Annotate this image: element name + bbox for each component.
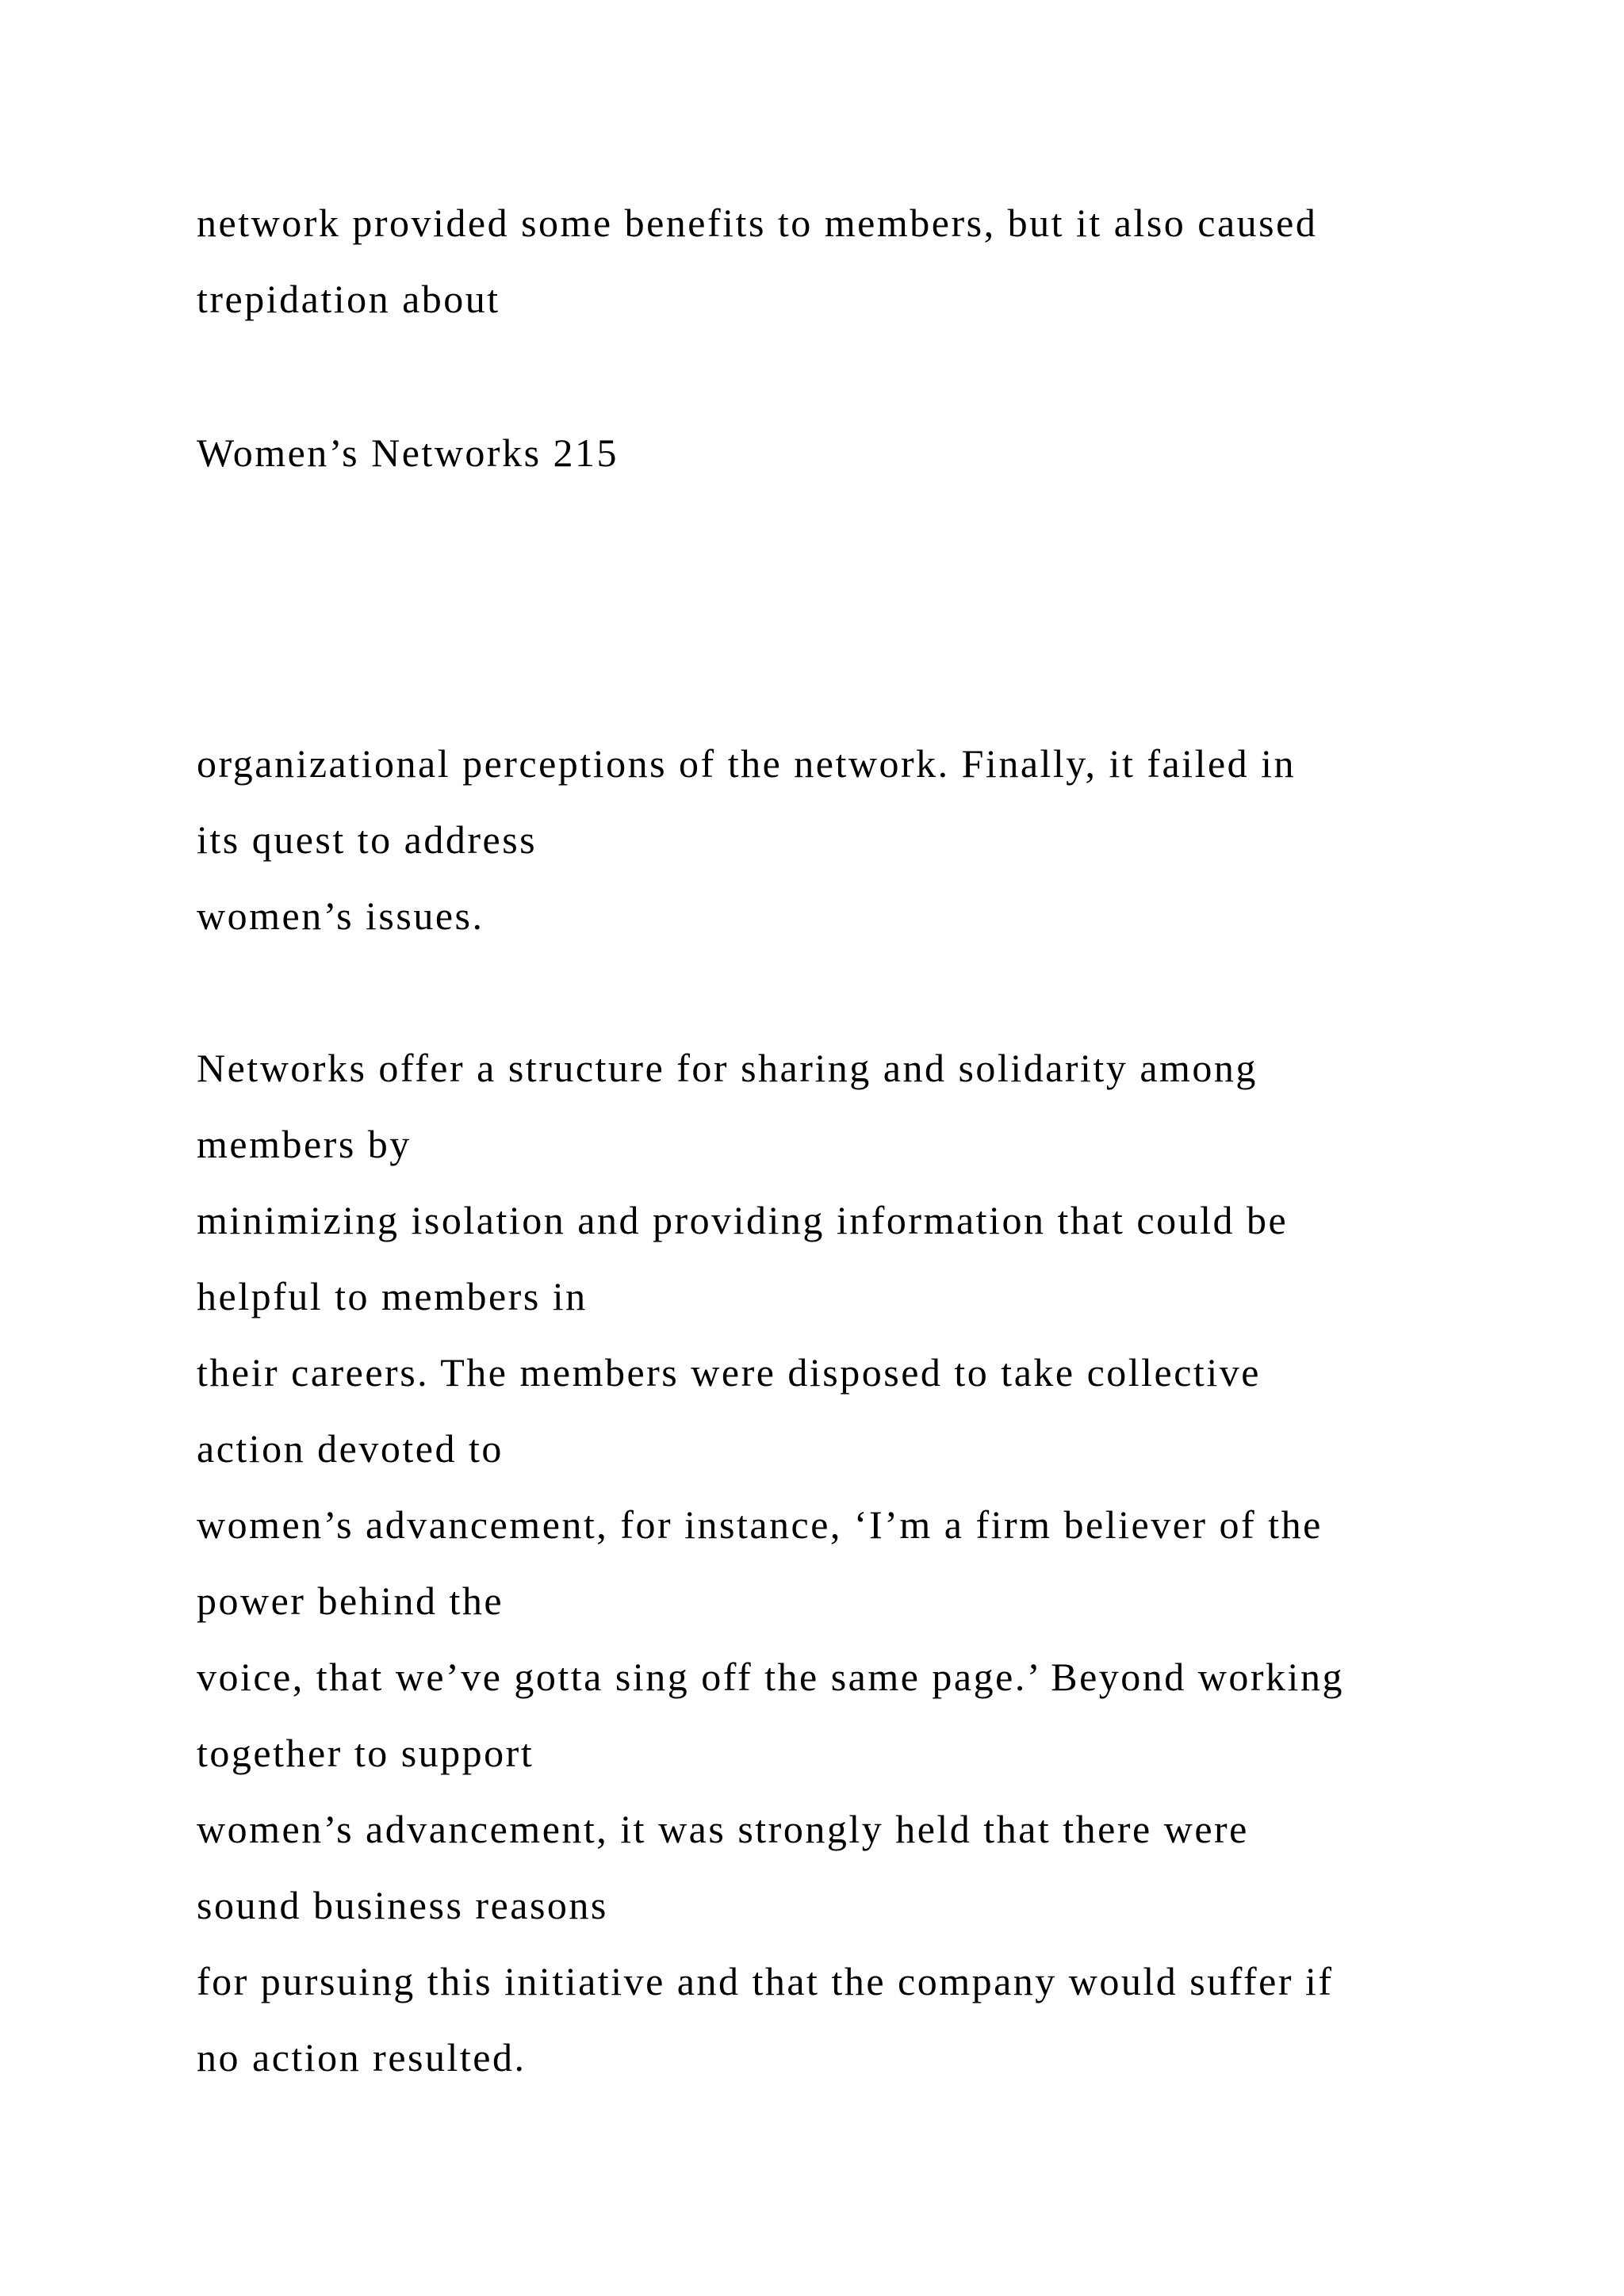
text-line: organizational perceptions of the network. Finally, it failed in [197,741,1297,786]
text-line: women’s advancement, it was strongly held that there were [197,1807,1249,1851]
text-line: together to support [197,1731,534,1775]
text-line: action devoted to [197,1426,504,1471]
page-header: Women’s Networks 215 [197,430,619,475]
text-line: their careers. The members were disposed to take collective [197,1350,1261,1395]
text-line: voice, that we’ve gotta sing off the same page.’ Beyond working [197,1655,1344,1699]
text-line: helpful to members in [197,1274,588,1318]
text-line: members by [197,1122,412,1166]
text-line: sound business reasons [197,1883,608,1927]
text-line: power behind the [197,1578,504,1623]
text-line: network provided some benefits to members, but it also caused [197,201,1318,245]
text-line: Networks offer a structure for sharing and solidarity among [197,1046,1258,1090]
text-line: women’s issues. [197,894,485,938]
text-line: its quest to address [197,817,538,862]
text-line: no action resulted. [197,2035,527,2080]
text-line: women’s advancement, for instance, ‘I’m a firm believer of the [197,1502,1323,1547]
text-line: for pursuing this initiative and that the company would suffer if [197,1959,1334,2003]
text-line: minimizing isolation and providing information that could be [197,1198,1289,1242]
text-line: trepidation about [197,277,500,321]
